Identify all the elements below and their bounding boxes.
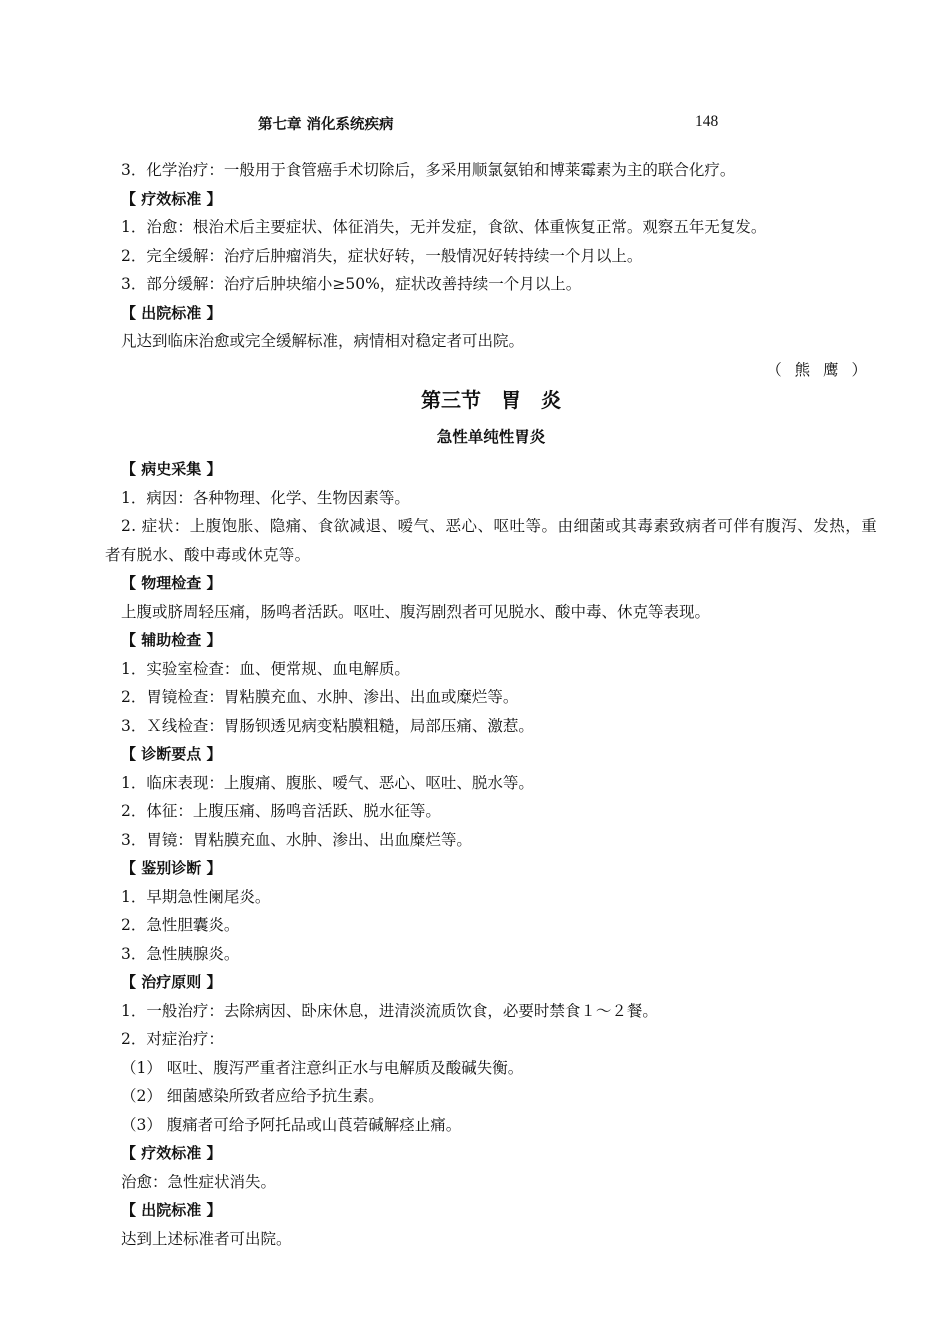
treatment-subitem: （1） 呕吐、腹泻严重者注意纠正水与电解质及酸碱失衡。	[121, 1058, 524, 1077]
efficacy-heading-2: 【 疗效标准 】	[121, 1144, 222, 1162]
treatment-subitem: （3） 腹痛者可给予阿托品或山莨菪碱解痉止痛。	[121, 1115, 462, 1134]
page-number: 148	[695, 113, 719, 130]
discharge-heading-2: 【 出院标准 】	[121, 1201, 222, 1219]
diagnosis-item: 1．临床表现：上腹痛、腹胀、嗳气、恶心、呕吐、脱水等。	[121, 773, 534, 792]
page-content	[105, 156, 877, 1253]
history-cause: 1．病因：各种物理、化学、生物因素等。	[121, 488, 410, 507]
differential-item: 1．早期急性阑尾炎。	[121, 887, 271, 906]
author-credit: （ 熊 鹰 ）	[766, 360, 871, 379]
efficacy-item: 2．完全缓解：治疗后肿瘤消失，症状好转，一般情况好转持续一个月以上。	[121, 246, 643, 265]
section-title: 第三节 胃 炎	[421, 388, 561, 412]
differential-item: 3．急性胰腺炎。	[121, 944, 240, 963]
efficacy-item: 1．治愈：根治术后主要症状、体征消失，无并发症，食欲、体重恢复正常。观察五年无复发。	[121, 218, 767, 236]
discharge-heading: 【 出院标准 】	[121, 303, 222, 322]
efficacy-item: 3．部分缓解：治疗后肿块缩小≥50%，症状改善持续一个月以上。	[121, 275, 582, 293]
auxiliary-exam-item: 2．胃镜检查：胃粘膜充血、水肿、渗出、出血或糜烂等。	[121, 688, 519, 706]
history-symptoms: 2. 症状：上腹饱胀、隐痛、食欲减退、嗳气、恶心、呕吐等。由细菌或其毒素致病者可伴有腹泻、发热，重者有脱水、酸中毒或休克等。	[105, 517, 877, 564]
efficacy-heading: 【 疗效标准 】	[121, 189, 222, 208]
physical-exam-heading: 【 物理检查 】	[121, 574, 222, 592]
history-heading: 【 病史采集 】	[121, 460, 222, 478]
auxiliary-exam-heading: 【 辅助检查 】	[121, 631, 222, 649]
section-subtitle: 急性单纯性胃炎	[436, 428, 546, 446]
treatment-item: 2．对症治疗：	[121, 1030, 224, 1048]
chemo-therapy-line: 3．化学治疗：一般用于食管癌手术切除后，多采用顺氯氨铂和博莱霉素为主的联合化疗。	[121, 161, 736, 179]
auxiliary-exam-item: 1．实验室检查：血、便常规、血电解质。	[121, 659, 410, 678]
diagnosis-heading: 【 诊断要点 】	[121, 745, 222, 763]
discharge-text-2: 达到上述标准者可出院。	[121, 1229, 292, 1248]
treatment-item: 1．一般治疗：去除病因、卧床休息，进清淡流质饮食，必要时禁食１～２餐。	[121, 1001, 658, 1020]
treatment-subitem: （2） 细菌感染所致者应给予抗生素。	[121, 1087, 384, 1105]
running-header	[0, 113, 950, 135]
differential-heading: 【 鉴别诊断 】	[121, 859, 222, 877]
diagnosis-item: 2．体征：上腹压痛、肠鸣音活跃、脱水征等。	[121, 802, 441, 820]
physical-exam-text: 上腹或脐周轻压痛，肠鸣者活跃。呕吐、腹泻剧烈者可见脱水、酸中毒、休克等表现。	[121, 602, 711, 621]
efficacy-text-2: 治愈：急性症状消失。	[121, 1172, 277, 1191]
chapter-title: 第七章 消化系统疾病	[258, 117, 394, 133]
treatment-heading: 【 治疗原则 】	[121, 973, 222, 991]
auxiliary-exam-item: 3．Ｘ线检查：胃肠钡透见病变粘膜粗糙，局部压痛、激惹。	[121, 716, 534, 735]
diagnosis-item: 3．胃镜：胃粘膜充血、水肿、渗出、出血糜烂等。	[121, 830, 472, 849]
discharge-text: 凡达到临床治愈或完全缓解标准，病情相对稳定者可出院。	[121, 332, 525, 350]
differential-item: 2．急性胆囊炎。	[121, 916, 240, 934]
